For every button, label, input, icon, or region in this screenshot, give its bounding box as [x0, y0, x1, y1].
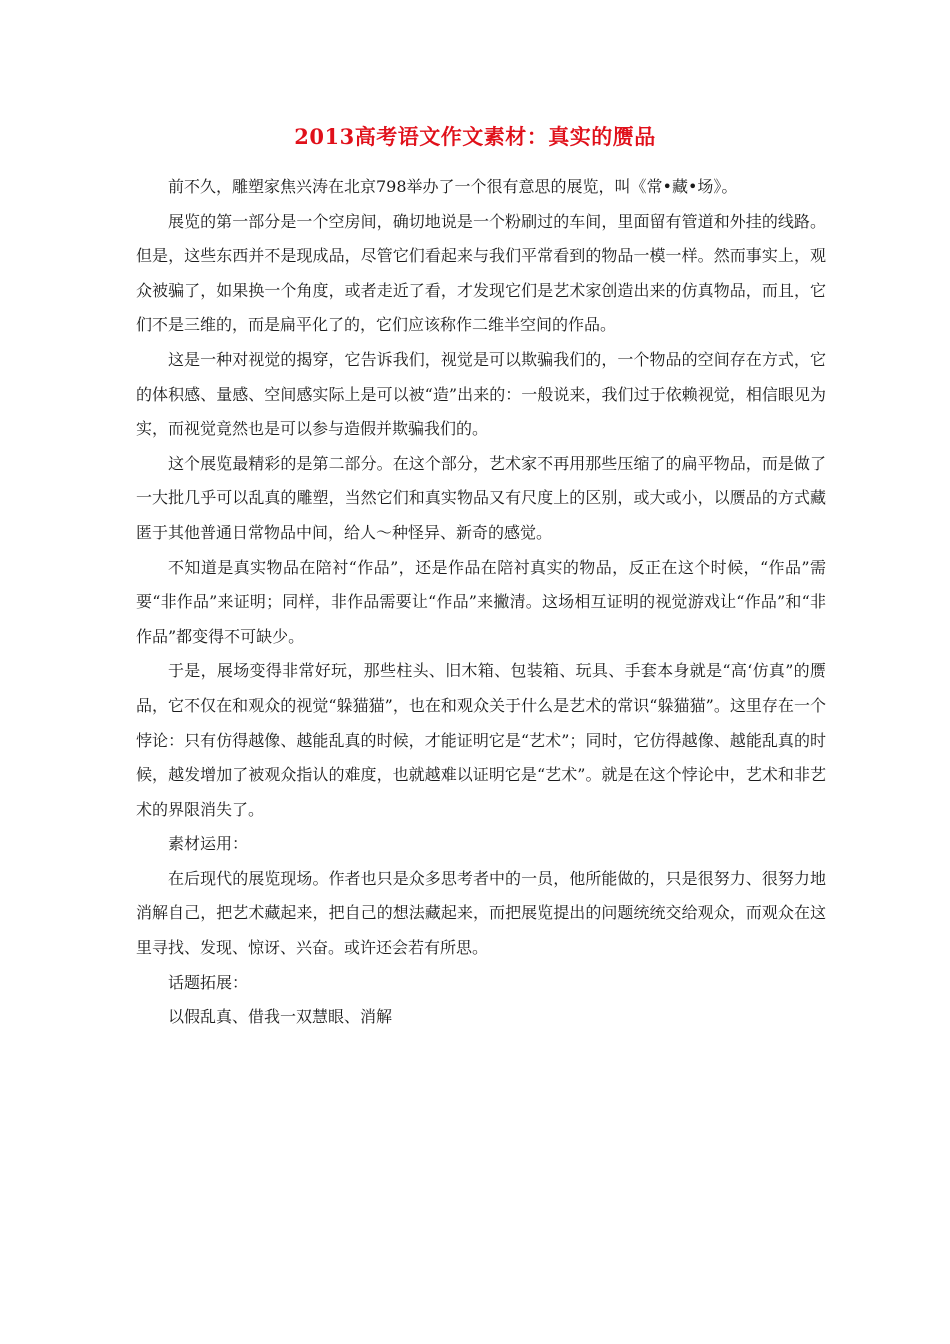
- paragraph-part-one: 展览的第一部分是一个空房间，确切地说是一个粉刷过的车间，里面留有管道和外挂的线路。但是，这些东西并不是现成品，尽管它们看起来与我们平常看到的物品一模一样。然而事实上，观众被骗了，如果换一个角度，或者走近了看，才发现它们是艺术家创造出来的仿真物品，而且，它们不是三维的，而是扁平化了的，它们应该称作二维半空间的作品。: [136, 211, 826, 335]
- document-title: 2013高考语文作文素材：真实的赝品: [294, 124, 656, 149]
- paragraph-intro: 前不久，雕塑家焦兴涛在北京798举办了一个很有意思的展览，叫《常•藏•场》。: [168, 177, 738, 196]
- paragraph-paradox: 于是，展场变得非常好玩，那些柱头、旧木箱、包装箱、玩具、手套本身就是“高‘仿真”的赝品，它不仅在和观众的视觉“躲猫猫”，也在和观众关于什么是艺术的常识“躲猫猫”。这里存在一个悖论：只有仿得越像、越能乱真的时候，才能证明它是“艺术”；同时，它仿得越像、越能乱真的时候，越发增加了被观众指认的难度，也就越难以证明它是“艺术”。就是在这个悖论中，艺术和非艺术的界限消失了。: [136, 661, 826, 819]
- document-body: [136, 170, 826, 1035]
- paragraph-material-usage: 在后现代的展览现场。作者也只是众多思考者中的一员，他所能做的，只是很努力、很努力地消解自己，把艺术藏起来，把自己的想法藏起来，而把展览提出的问题统统交给观众，而观众在这里寻找、发现、惊讶、兴奋。或许还会若有所思。: [136, 868, 826, 958]
- paragraph-topic-extension: 以假乱真、借我一双慧眼、消解: [168, 1007, 393, 1027]
- paragraph-part-two: 这个展览最精彩的是第二部分。在这个部分，艺术家不再用那些压缩了的扁平物品，而是做了一大批几乎可以乱真的雕塑，当然它们和真实物品又有尺度上的区别，或大或小，以赝品的方式藏匿于其他普通日常物品中间，给人～种怪异、新奇的感觉。: [136, 453, 826, 542]
- paragraph-mutual-proof: 不知道是真实物品在陪衬“作品”，还是作品在陪衬真实的物品，反正在这个时候，“作品”需要“非作品”来证明；同样，非作品需要让“作品”来撇清。这场相互证明的视觉游戏让“作品”和“非作品”都变得不可缺少。: [136, 557, 826, 646]
- heading-material-usage: 素材运用：: [168, 834, 249, 854]
- paragraph-visual-deception: 这是一种对视觉的揭穿，它告诉我们，视觉是可以欺骗我们的，一个物品的空间存在方式，它的体积感、量感、空间感实际上是可以被“造”出来的：一般说来，我们过于依赖视觉，相信眼见为实，而视觉竟然也是可以参与造假并欺骗我们的。: [136, 349, 826, 439]
- heading-topic-extension: 话题拓展：: [168, 972, 249, 992]
